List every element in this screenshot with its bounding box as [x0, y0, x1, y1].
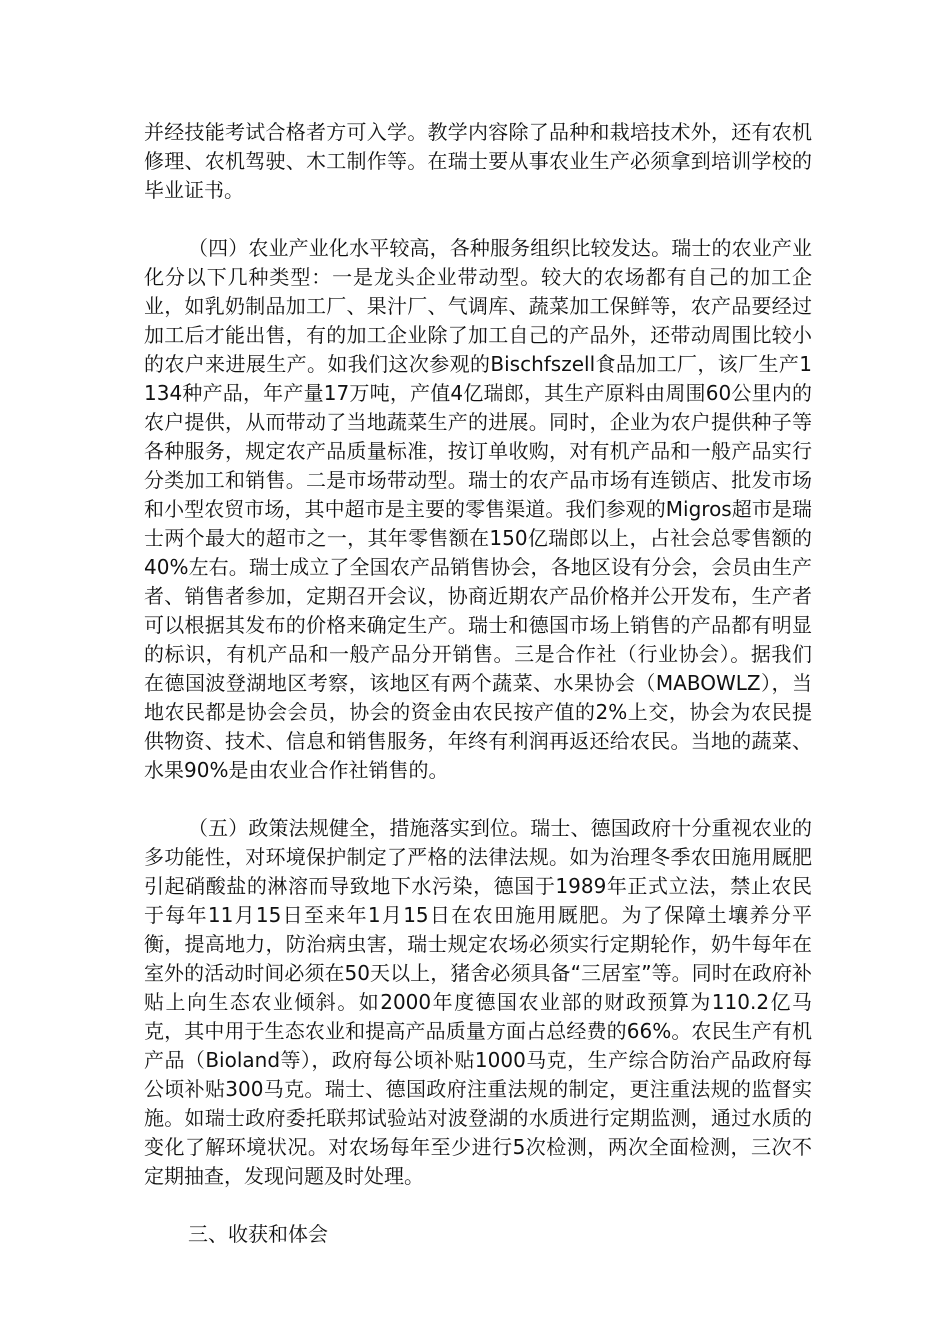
paragraph-gap — [144, 205, 812, 234]
paragraph-policy-and-regulations: （五）政策法规健全，措施落实到位。瑞士、德国政府十分重视农业的多功能性，对环境保护制定了严格的法律法规。如为治理冬季农田施用厩肥引起硝酸盐的淋溶而导致地下水污染，德国于1989年正式立法，禁止农民于每年11月15日至来年1月15日在农田施用厩肥。为了保障土壤养分平衡，提高地力，防治病虫害，瑞士规定农场必须实行定期轮作，奶牛每年在室外的活动时间必须在50天以上，猪舍必须具备“三居室”等。同时在政府补贴上向生态农业倾斜。如2000年度德国农业部的财政预算为110.2亿马克，其中用于生态农业和提高产品质量方面占总经费的66%。农民生产有机产品（Bioland等），政府每公顷补贴1000马克，生产综合防治产品政府每公顷补贴300马克。瑞士、德国政府注重法规的制定，更注重法规的监督实施。如瑞士政府委托联邦试验站对波登湖的水质进行定期监测，通过水质的变化了解环境状况。对农场每年至少进行5次检测，两次全面检测，三次不定期抽查，发现问题及时处理。 — [144, 816, 812, 1188]
document-page — [144, 118, 812, 1249]
paragraph-gap — [144, 1191, 812, 1220]
paragraph-gap — [144, 785, 812, 814]
paragraph-agricultural-industrialization: （四）农业产业化水平较高，各种服务组织比较发达。瑞士的农业产业化分以下几种类型：一是龙头企业带动型。较大的农场都有自己的加工企业，如乳奶制品加工厂、果汁厂、气调库、蔬菜加工保鲜等，农产品要经过加工后才能出售，有的加工企业除了加工自己的产品外，还带动周围比较小的农户来进展生产。如我们这次参观的Bischfszell食品加工厂，该厂生产1134种产品，年产量17万吨，产值4亿瑞郎，其生产原料由周围60公里内的农户提供，从而带动了当地蔬菜生产的进展。同时，企业为农户提供种子等各种服务，规定农产品质量标准，按订单收购，对有机产品和一般产品实行分类加工和销售。二是市场带动型。瑞士的农产品市场有连锁店、批发市场和小型农贸市场，其中超市是主要的零售渠道。我们参观的Migros超市是瑞士两个最大的超市之一，其年零售额在150亿瑞郎以上，占社会总零售额的40%左右。瑞士成立了全国农产品销售协会，各地区设有分会，会员由生产者、销售者参加，定期召开会议，协商近期农产品价格并公开发布，生产者可以根据其发布的价格来确定生产。瑞士和德国市场上销售的产品都有明显的标识，有机产品和一般产品分开销售。三是合作社（行业协会）。据我们在德国波登湖地区考察，该地区有两个蔬菜、水果协会（MABOWLZ），当地农民都是协会会员，协会的资金由农民按产值的2%上交，协会为农民提供物资、技术、信息和销售服务，年终有利润再返还给农民。当地的蔬菜、水果90%是由农业合作社销售的。 — [144, 236, 812, 782]
section-heading: 三、收获和体会 — [188, 1222, 328, 1246]
paragraph-admission-and-training: 并经技能考试合格者方可入学。教学内容除了品种和栽培技术外，还有农机修理、农机驾驶、木工制作等。在瑞士要从事农业生产必须拿到培训学校的毕业证书。 — [144, 120, 812, 202]
